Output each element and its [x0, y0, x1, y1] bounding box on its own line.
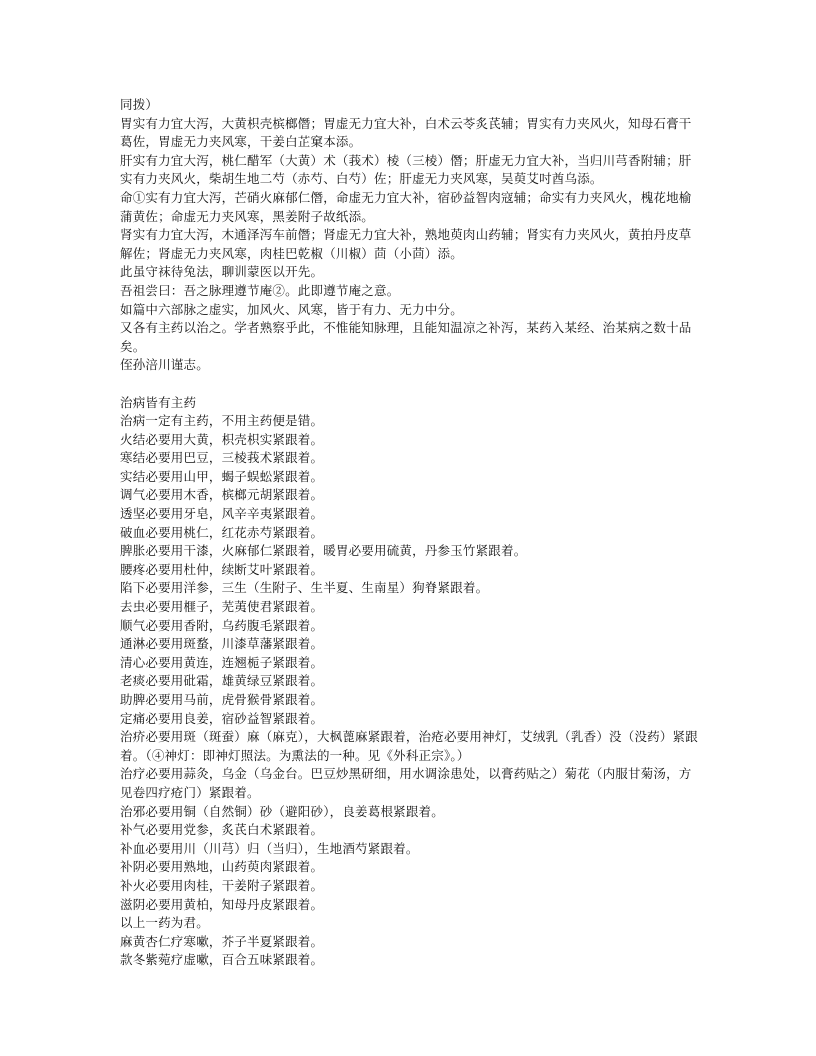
list-item: 款冬紫菀疗虚嗽，百合五味紧跟着。: [120, 952, 324, 968]
paragraph: 又各有主药以治之。学者熟察乎此，不惟能知脉理，且能知温凉之补泻，某药入某经、治某病之数十品矣。: [120, 320, 692, 354]
list-item: 寒结必要用巴豆，三棱莪术紧跟着。: [120, 450, 324, 466]
paragraph: 命①实有力宜大泻，芒硝火麻郁仁僭，命虚无力宜大补，宿砂益智肉寇辅；命实有力夹风火，槐花地榆蒲黄佐；命虚无力夹风寒，黑姜附子故纸添。: [120, 189, 692, 224]
section-title: 治病皆有主药: [120, 394, 197, 410]
list-item: 去虫必要用榧子，芜荑使君紧跟着。: [120, 599, 324, 615]
list-item: 治病一定有主药，不用主药便是错。: [120, 413, 324, 429]
list-item: 调气必要用木香，槟榔元胡紧跟着。: [120, 487, 324, 503]
list-item: 助脾必要用马前，虎骨猴骨紧跟着。: [120, 692, 324, 707]
paragraph: 此虽守袜待兔法，聊训蒙医以开先。: [120, 264, 324, 280]
list-item: 补阴必要用熟地，山药萸肉紧跟着。: [120, 859, 324, 875]
list-item: 实结必要用山甲，蝎子蜈蚣紧跟着。: [120, 468, 324, 484]
document-page: [120, 96, 700, 970]
section-pulse-notes: [120, 96, 700, 375]
blank-line: [120, 375, 700, 394]
paragraph: 同拨）: [120, 97, 159, 112]
list-item: 治邪必要用铜（自然铜）砂（避阳砂），良姜葛根紧跟着。: [120, 803, 444, 819]
paragraph: 肾实有力宜大泻，木通泽泻车前僭；肾虚无力宜大补，熟地萸肉山药辅；肾实有力夹风火，黄拍丹皮草解佐；肾虚无力夹风寒，肉桂巴乾椒（川椒）茴（小茴）添。: [120, 227, 692, 261]
list-item: 透坚必要用牙皂，风辛辛夷紧跟着。: [120, 506, 324, 522]
list-item: 补火必要用肉桂，干姜附子紧跟着。: [120, 877, 324, 893]
list-item: 清心必要用黄连，连翘栀子紧跟着。: [120, 654, 324, 670]
list-item: 补气必要用党参，炙芪白术紧跟着。: [120, 822, 324, 838]
section-main-drugs: [120, 394, 700, 970]
list-item: 脾胀必要用干漆，火麻郁仁紧跟着，暖胃必要用硫黄，丹参玉竹紧跟着。: [120, 543, 527, 559]
list-item: 补血必要用川（川芎）归（当归），生地酒芍紧跟着。: [120, 840, 419, 856]
list-item: 滋阴必要用黄柏，知母丹皮紧跟着。: [120, 896, 324, 912]
list-item: 老痰必要用砒霜，雄黄绿豆紧跟着。: [120, 673, 324, 689]
paragraph: 吾祖尝曰：吾之脉理遵节庵②。此即遵节庵之意。: [120, 282, 400, 298]
list-item: 通淋必要用斑蝥，川漆草藩紧跟着。: [120, 636, 324, 652]
signature-line: 侄孙涪川谨志。: [120, 357, 209, 373]
list-item: 顺气必要用香附，乌药腹毛紧跟着。: [120, 617, 324, 633]
paragraph: 胃实有力宜大泻，大黄枳壳槟榔僭；胃虚无力宜大补，白术云苓炙芪辅；胃实有力夹风火，知母石膏干葛佐，胃虚无力夹风寒，干姜白芷窠本添。: [120, 115, 692, 150]
list-item: 治疗必要用蒜灸，乌金（乌金台。巴豆炒黑研细，用水调涂患处，以膏药贴之）菊花（内服甘菊汤，方见卷四疗疮门）紧跟着。: [120, 766, 692, 800]
list-item: 治疥必要用斑（斑蚕）麻（麻克），大枫蓖麻紧跟着，治疮必要用神灯，艾绒乳（乳香）没（没药）紧跟着。（④神灯：即神灯照法。为熏法的一种。见《外科正宗》。）: [120, 729, 698, 763]
list-item: 火结必要用大黄，枳壳枳实紧跟着。: [120, 431, 324, 447]
list-item: 定痛必要用良姜，宿砂益智紧跟着。: [120, 710, 324, 726]
list-item: 破血必要用桃仁，红花赤芍紧跟着。: [120, 524, 324, 540]
list-item: 麻黄杏仁疗寒嗽，芥子半夏紧跟着。: [120, 933, 324, 949]
paragraph: 肝实有力宜大泻，桃仁醋军（大黄）术（莪术）棱（三棱）僭；肝虚无力宜大补，当归川芎香附辅；肝实有力夹风火，柴胡生地二芍（赤芍、白芍）佐；肝虚无力夹风寒，吴萸艾吋酋乌添。: [120, 152, 692, 187]
list-item: 陷下必要用洋参，三生（生附子、生半夏、生南星）狗脊紧跟着。: [120, 580, 489, 596]
list-item: 以上一药为君。: [120, 915, 209, 931]
list-item: 腰疼必要用杜仲，续断艾叶紧跟着。: [120, 561, 324, 577]
paragraph: 如篇中六部脉之虚实，加风火、风寒，皆于有力、无力中分。: [120, 301, 463, 317]
